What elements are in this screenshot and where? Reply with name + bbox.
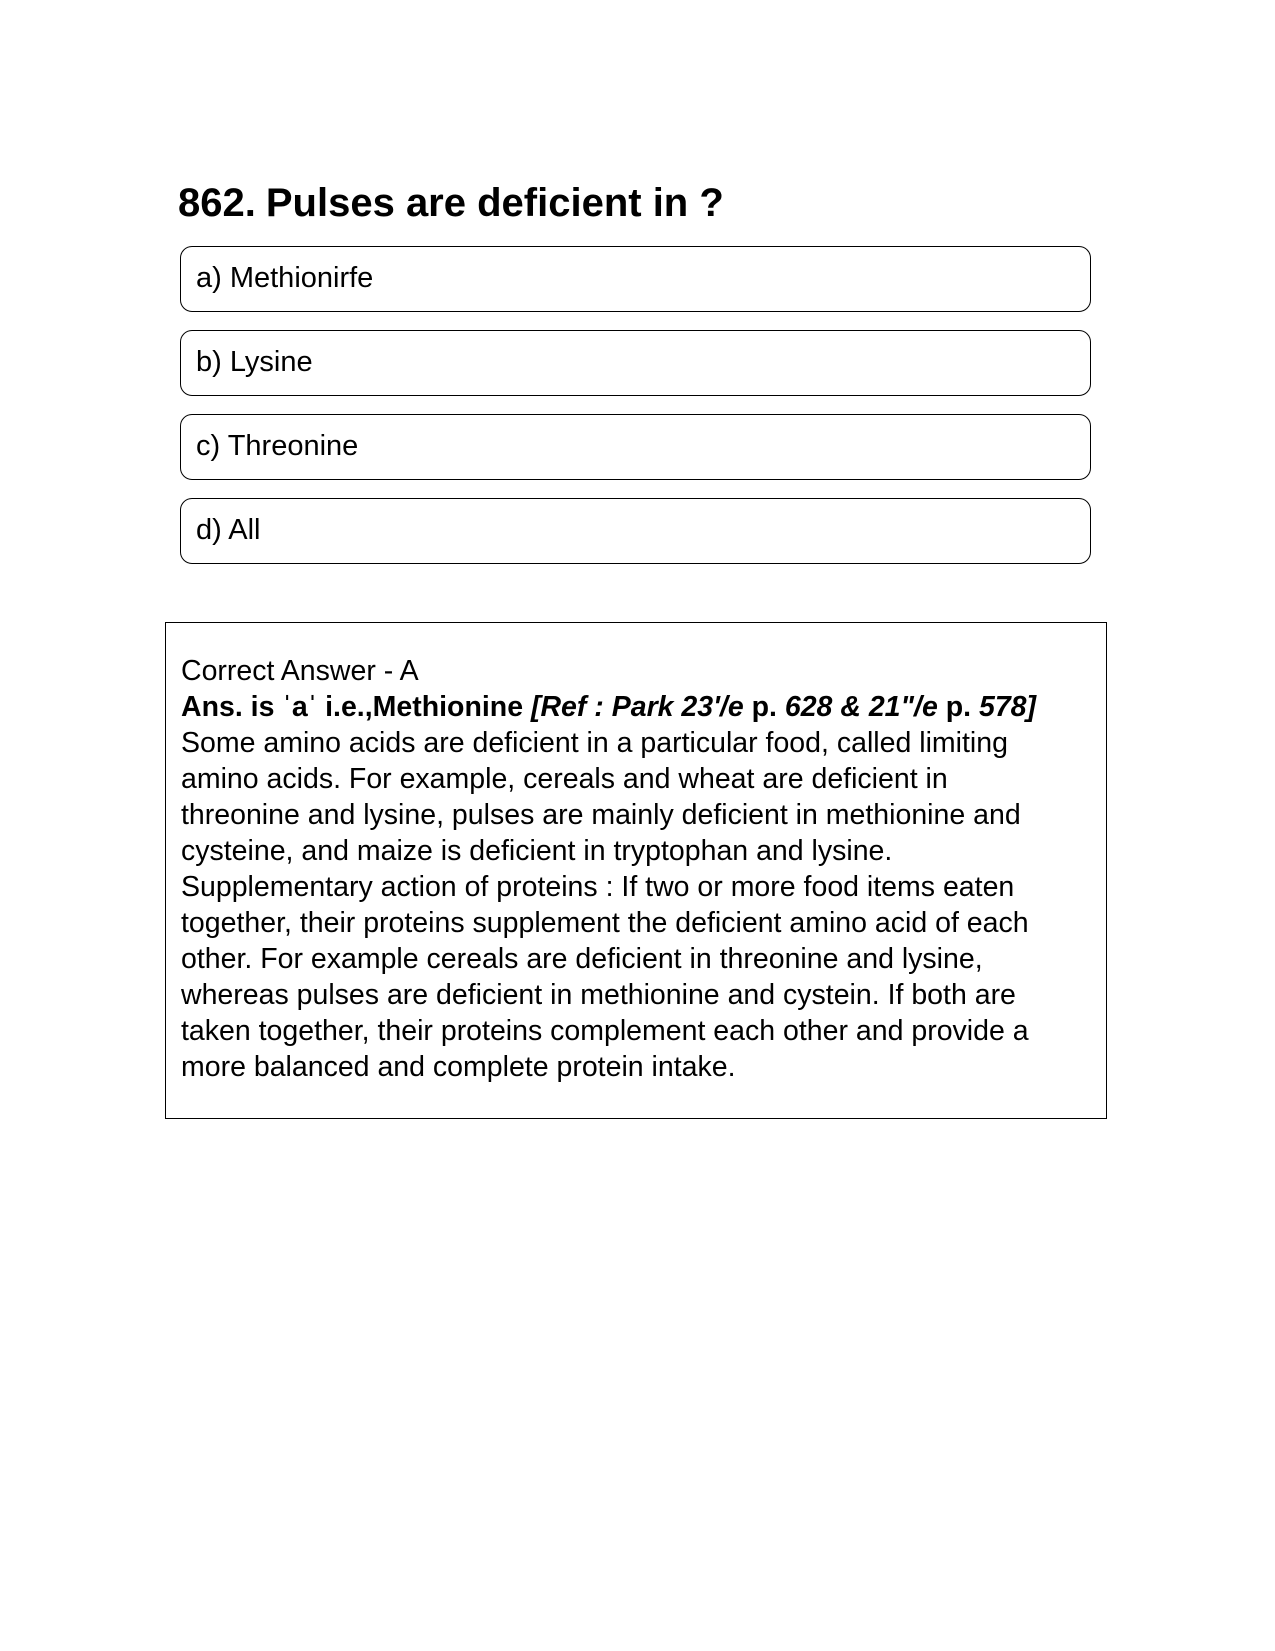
reference-page-marker-1: p. xyxy=(751,691,785,723)
explanation-line: Supplementary action of proteins : If two or more food items eaten xyxy=(181,871,1015,903)
reference-page-marker-2: p. xyxy=(945,691,979,723)
option-d[interactable]: d) All xyxy=(180,498,1091,564)
answer-statement xyxy=(181,689,1106,725)
correct-answer-line: Correct Answer - A xyxy=(181,655,419,687)
reference-part-3: 578] xyxy=(978,691,1037,723)
option-b[interactable]: b) Lysine xyxy=(180,330,1091,396)
option-a[interactable]: a) Methionirfe xyxy=(180,246,1091,312)
question-text: Pulses are deficient in ? xyxy=(265,181,724,225)
explanation-line: together, their proteins supplement the deficient amino acid of each xyxy=(181,907,1029,939)
question-number: 862. xyxy=(178,181,256,225)
answer-prefix: Ans. is ˈaˈ i.e.,Methionine xyxy=(181,691,531,723)
explanation-line: threonine and lysine, pulses are mainly deficient in methionine and xyxy=(181,799,1021,831)
answer-explanation-box xyxy=(165,622,1107,1119)
question-title xyxy=(178,174,724,232)
explanation-line: cysteine, and maize is deficient in tryptophan and lysine. xyxy=(181,835,893,867)
explanation-line: taken together, their proteins complement each other and provide a xyxy=(181,1015,1029,1047)
reference-part-1: [Ref : Park 23'/e xyxy=(530,691,752,723)
option-c[interactable]: c) Threonine xyxy=(180,414,1091,480)
explanation-line: other. For example cereals are deficient in threonine and lysine, xyxy=(181,943,983,975)
explanation-line: amino acids. For example, cereals and wheat are deficient in xyxy=(181,763,948,795)
explanation-line: Some amino acids are deficient in a particular food, called limiting xyxy=(181,727,1008,759)
reference-part-2: 628 & 21"/e xyxy=(784,691,946,723)
explanation-line: more balanced and complete protein intake. xyxy=(181,1051,736,1083)
explanation-line: whereas pulses are deficient in methionine and cystein. If both are xyxy=(181,979,1016,1011)
explanation-text xyxy=(181,725,1106,1085)
